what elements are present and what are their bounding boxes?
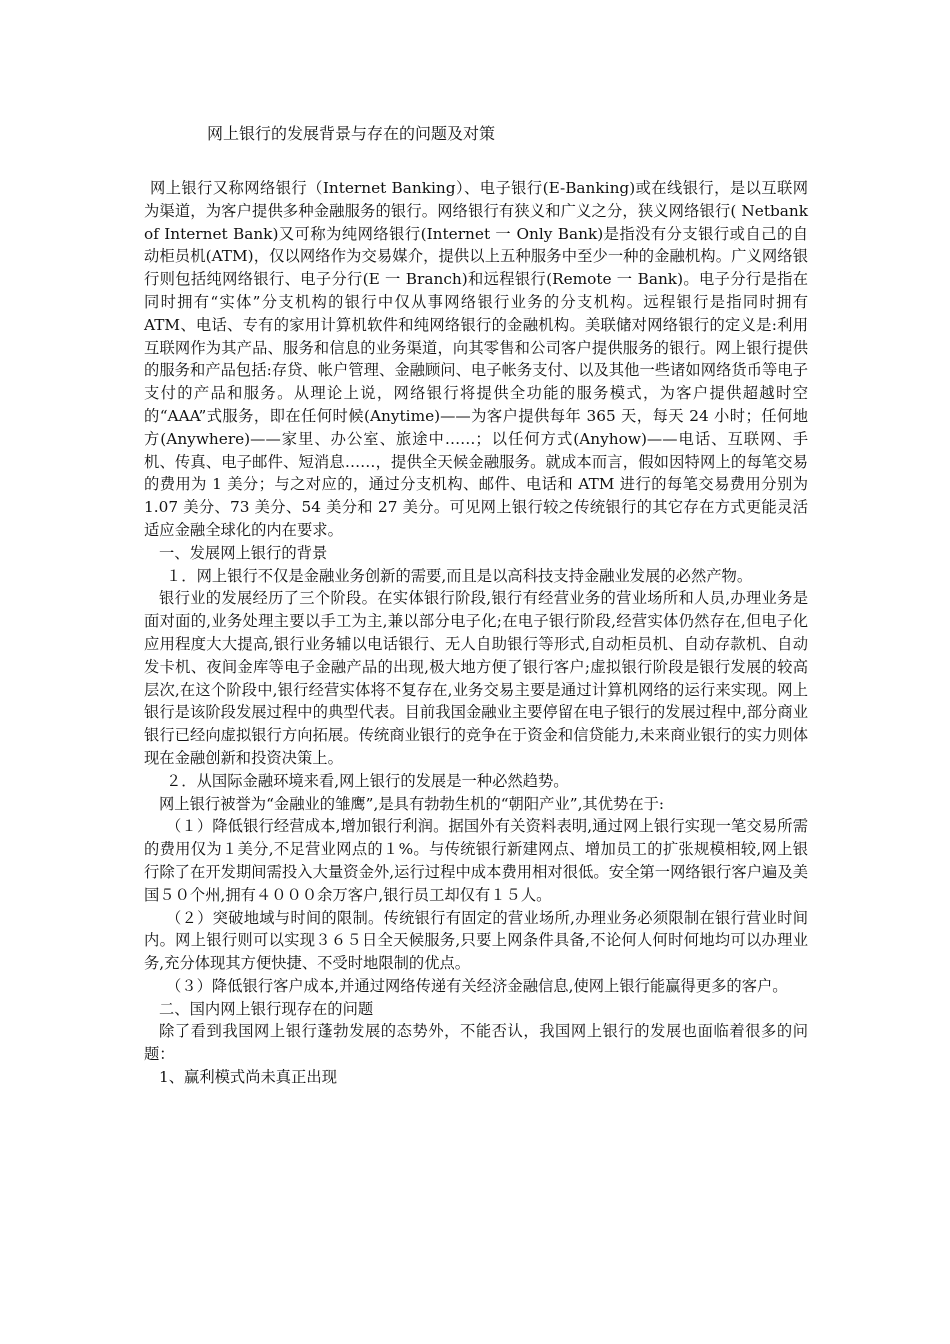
paragraph-advantage-2: （２）突破地域与时间的限制。传统银行有固定的营业场所,办理业务必须限制在银行营业时间内。网上银行则可以实现３６５日全天候服务,只要上网条件具备,不论何人何时何地均可以办理业务,充分体现其方便快捷、不受时地限制的优点。: [144, 908, 808, 973]
paragraph-advantage-1: （１）降低银行经营成本,增加银行利润。据国外有关资料表明,通过网上银行实现一笔交易所需的费用仅为１美分,不足营业网点的１%。与传统银行新建网点、增加员工的扩张规模相较,网上银行除了在开发期间需投入大量资金外,运行过程中成本费用相对很低。安全第一网络银行客户遍及美国５０个州,拥有４０００余万客户,银行员工却仅有１５人。: [144, 817, 808, 904]
paragraph-intro: 网上银行又称网络银行（Internet Banking）、电子银行(E-Banking)或在线银行，是以互联网为渠道，为客户提供多种金融服务的银行。网络银行有狭义和广义之分，狭义网络银行( Netbank of Internet Bank)又可称为纯网络银行(Internet 一 Only Bank)是指没有分支银行或自己的自动柜员机(ATM)，仅以网络作为交易媒介，提供以上五种服务中至少一种的金融机构。广义网络银行则包括纯网络银行、电子分行(E 一 Branch)和远程银行(Remote 一 Bank)。电子分行是指在同时拥有“实体”分支机构的银行中仅从事网络银行业务的分支机构。远程银行是指同时拥有 ATM、电话、专有的家用计算机软件和纯网络银行的金融机构。美联储对网络银行的定义是:利用互联网作为其产品、服务和信息的业务渠道，向其零售和公司客户提供服务的银行。网上银行提供的服务和产品包括:存贷、帐户管理、金融顾问、电子帐务支付、以及其他一些诸如网络货币等电子支付的产品和服务。从理论上说，网络银行将提供全功能的服务模式，为客户提供超越时空的“AAA”式服务，即在任何时候(Anytime)——为客户提供每年 365 天，每天 24 小时；任何地方(Anywhere)——家里、办公室、旅途中……；以任何方式(Anyhow)——电话、互联网、手机、传真、电子邮件、短消息……，提供全天候金融服务。就成本而言，假如因特网上的每笔交易的费用为 1 美分；与之对应的，通过分支机构、邮件、电话和 ATM 进行的每笔交易费用分别为 1.07 美分、73 美分、54 美分和 27 美分。可见网上银行较之传统银行的其它存在方式更能灵活适应金融全球化的内在要求。: [144, 179, 808, 539]
paragraph-point-2: ２．从国际金融环境来看,网上银行的发展是一种必然趋势。: [166, 771, 569, 790]
paragraph-point-1: １．网上银行不仅是金融业务创新的需要,而且是以高科技支持金融业发展的必然产物。: [166, 566, 753, 585]
section-heading-background: 一、发展网上银行的背景: [159, 543, 328, 562]
paragraph-problems-intro: 除了看到我国网上银行蓬勃发展的态势外，不能否认，我国网上银行的发展也面临着很多的问题：: [144, 1022, 808, 1064]
paragraph-problem-1: 1、赢利模式尚未真正出现: [159, 1068, 337, 1087]
document-title: 网上银行的发展背景与存在的问题及对策: [207, 124, 496, 143]
paragraph-advantage-3: （３）降低银行客户成本,并通过网络传递有关经济金融信息,使网上银行能赢得更多的客户。: [166, 976, 788, 995]
paragraph-advantages-intro: 网上银行被誉为“金融业的雏鹰”,是具有勃勃生机的“朝阳产业”,其优势在于:: [159, 794, 665, 813]
paragraph-bank-stages: 银行业的发展经历了三个阶段。在实体银行阶段,银行有经营业务的营业场所和人员,办理业务是面对面的,业务处理主要以手工为主,兼以部分电子化;在电子银行阶段,经营实体仍然存在,但电子化应用程度大大提高,银行业务辅以电话银行、无人自助银行等形式,自动柜员机、自动存款机、自动发卡机、夜间金库等电子金融产品的出现,极大地方便了银行客户;虚拟银行阶段是银行发展的较高层次,在这个阶段中,银行经营实体将不复存在,业务交易主要是通过计算机网络的运行来实现。网上银行是该阶段发展过程中的典型代表。目前我国金融业主要停留在电子银行的发展过程中,部分商业银行已经向虚拟银行方向拓展。传统商业银行的竞争在于资金和信贷能力,未来商业银行的实力则体现在金融创新和投资决策上。: [144, 589, 808, 767]
section-heading-problems: 二、国内网上银行现存在的问题: [159, 999, 374, 1018]
document-body: [144, 177, 808, 1089]
